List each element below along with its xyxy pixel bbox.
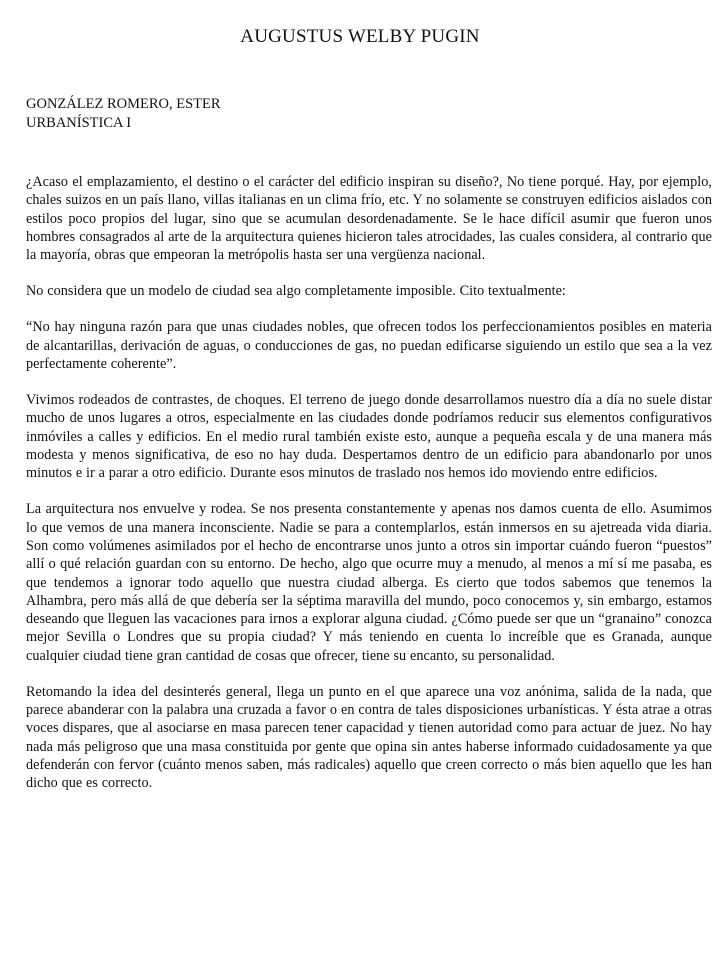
paragraph: La arquitectura nos envuelve y rodea. Se nos presenta constantemente y apenas nos damos cuenta de ello. Asumimos lo que vemos de una manera inconsciente. Nadie se para a contemplarlos, están inmersos en su ajetreada vida diaria. Son como volúmenes asimilados por el hecho de encontrarse unos junto a otros sin importar cuándo fueron “puestos” allí o qué relación guardan con su entorno. De hecho, algo que ocurre muy a menudo, al menos a mí sí me pasaba, es que tendemos a ignorar todo aquello que nuestra ciudad alberga. Es cierto que todos sabemos que tenemos la Alhambra, pero más allá de que debería ser la séptima maravilla del mundo, poco conocemos y, sin embargo, estamos deseando que lleguen las vacaciones para irnos a explorar alguna ciudad. ¿Cómo puede ser que un “granaino” conozca mejor Sevilla o Londres que su propia ciudad? Y más teniendo en cuenta lo increíble que es Granada, aunque cualquier ciudad tiene gran cantidad de cosas que ofrecer, tiene su encanto, su personalidad. bbox=[26, 501, 712, 664]
paragraph: Retomando la idea del desinterés general, llega un punto en el que aparece una voz anónima, salida de la nada, que parece abanderar con la palabra una cruzada a favor o en contra de tales disposiciones urbanísticas. Y ésta atrae a otras voces dispares, que al asociarse en masa parecen tener capacidad y tienen autoridad como para actuar de juez. No hay nada más peligroso que una masa constituida por gente que opina sin antes haberse informado cuidadosamente ya que defenderán con fervor (cuánto menos saben, más radicales) aquello que creen correcto o más bien aquello que les han dicho que es correcto. bbox=[26, 683, 712, 792]
course-name: URBANÍSTICA I bbox=[26, 115, 132, 131]
document-title: AUGUSTUS WELBY PUGIN bbox=[240, 26, 480, 47]
paragraph: No considera que un modelo de ciudad sea algo completamente imposible. Cito textualmente: bbox=[26, 283, 566, 300]
paragraph: Vivimos rodeados de contrastes, de choques. El terreno de juego donde desarrollamos nuestro día a día no suele distar mucho de unos lugares a otros, especialmente en las ciudades donde podríamos reducir sus elementos configurativos inmóviles a calles y edificios. En el medio rural también existe esto, aunque a pequeña escala y de una manera más modesta y menos significativa, de eso no hay duda. Despertamos dentro de un edificio para abandonarlo por unos minutos e ir a parar a otro edificio. Durante esos minutos de traslado nos hemos ido moviendo entre edificios. bbox=[26, 392, 712, 482]
author-block bbox=[26, 95, 221, 133]
document-body bbox=[26, 173, 712, 810]
author-name: GONZÁLEZ ROMERO, ESTER bbox=[26, 96, 221, 112]
quote-paragraph: “No hay ninguna razón para que unas ciudades nobles, que ofrecen todos los perfeccionamientos posibles en materia de alcantarillas, derivación de aguas, o conducciones de gas, no puedan edificarse siguiendo un estilo que sea a la vez perfectamente coherente”. bbox=[26, 319, 712, 372]
paragraph: ¿Acaso el emplazamiento, el destino o el carácter del edificio inspiran su diseño?, No tiene porqué. Hay, por ejemplo, chales suizos en un país llano, villas italianas en un clima frío, etc. Y no solamente se construyen edificios aislados con estilos poco propios del lugar, sino que se acumulan desordenadamente. Se le hace difícil asumir que fueron unos hombres consagrados al arte de la arquitectura quienes hicieron tales atrocidades, las cuales considera, al contrario que la mayoría, obras que empeoran la metrópolis hasta ser una vergüenza nacional. bbox=[26, 174, 712, 264]
